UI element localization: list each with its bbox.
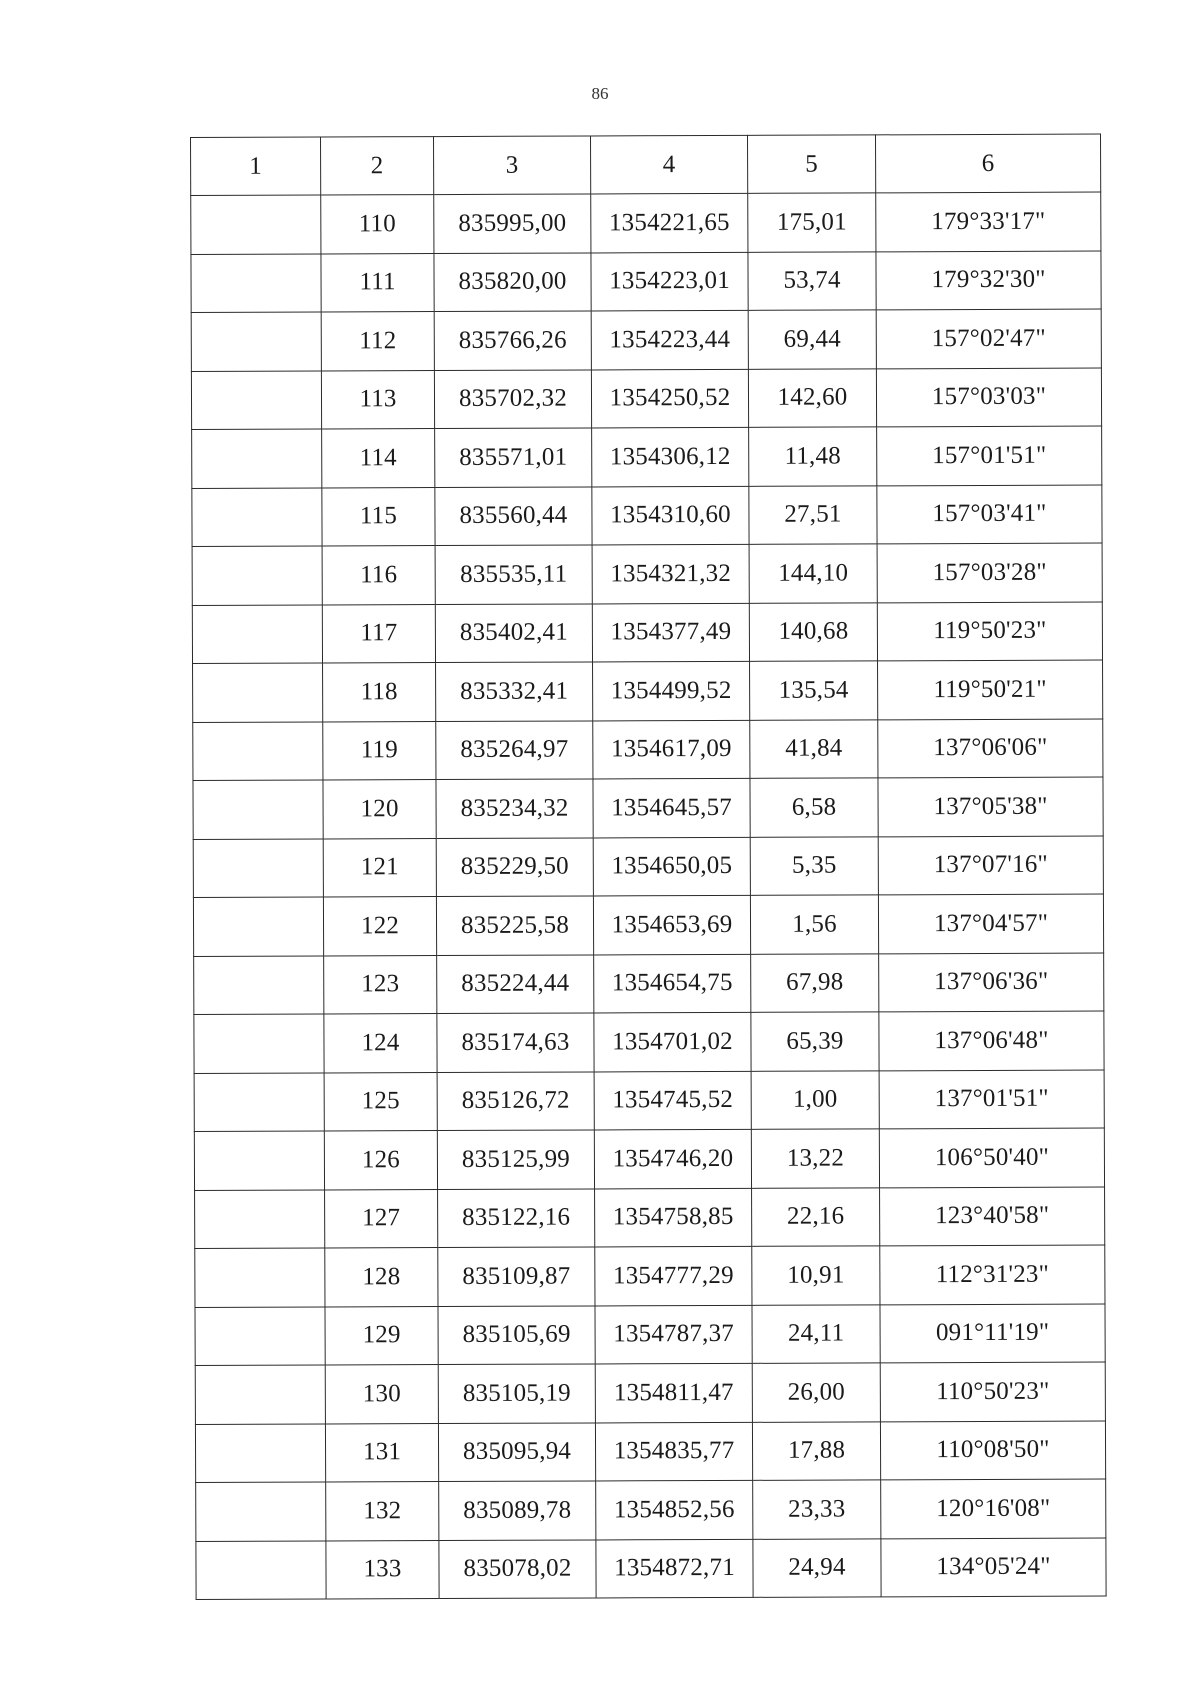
- zone-cell: [192, 604, 322, 663]
- zone-cell: [195, 1423, 325, 1482]
- point-number-cell: 131: [325, 1423, 438, 1482]
- y-coordinate-cell: 1354306,12: [592, 427, 749, 486]
- bearing-cell: 123°40'58": [880, 1186, 1105, 1245]
- x-coordinate-cell: 835535,11: [435, 545, 592, 604]
- bearing-cell: 112°31'23": [880, 1245, 1105, 1304]
- distance-cell: 135,54: [750, 661, 878, 720]
- distance-cell: 27,51: [749, 485, 877, 544]
- bearing-cell: 137°06'36": [879, 952, 1104, 1011]
- table-row: [191, 309, 1101, 371]
- point-number-cell: 128: [325, 1248, 438, 1307]
- distance-cell: 24,11: [752, 1304, 880, 1363]
- table-row: [192, 485, 1102, 547]
- y-coordinate-cell: 1354499,52: [593, 661, 750, 720]
- table-row: [193, 718, 1103, 780]
- distance-cell: 69,44: [748, 310, 876, 369]
- distance-cell: 17,88: [752, 1421, 880, 1480]
- column-header-4: 4: [590, 135, 747, 194]
- bearing-cell: 137°04'57": [878, 894, 1103, 953]
- distance-cell: 6,58: [750, 778, 878, 837]
- zone-cell: [195, 1306, 325, 1365]
- distance-cell: 11,48: [749, 427, 877, 486]
- bearing-cell: 134°05'24": [881, 1537, 1106, 1596]
- table-row: [191, 251, 1101, 313]
- column-header-5: 5: [747, 135, 875, 193]
- table-row: [192, 602, 1102, 664]
- distance-cell: 26,00: [752, 1363, 880, 1422]
- x-coordinate-cell: 835766,26: [434, 311, 591, 370]
- distance-cell: 142,60: [748, 368, 876, 427]
- point-number-cell: 115: [322, 487, 435, 546]
- x-coordinate-cell: 835702,32: [434, 369, 591, 428]
- header-row: [191, 134, 1101, 195]
- x-coordinate-cell: 835820,00: [434, 252, 591, 311]
- distance-cell: 41,84: [750, 719, 878, 778]
- y-coordinate-cell: 1354321,32: [592, 544, 749, 603]
- zone-cell: [195, 1248, 325, 1307]
- x-coordinate-cell: 835229,50: [436, 837, 593, 896]
- distance-cell: 5,35: [750, 836, 878, 895]
- x-coordinate-cell: 835332,41: [436, 662, 593, 721]
- y-coordinate-cell: 1354745,52: [594, 1071, 751, 1130]
- column-header-2: 2: [321, 137, 434, 195]
- table-header: [191, 134, 1101, 195]
- column-header-3: 3: [434, 136, 591, 195]
- x-coordinate-cell: 835560,44: [435, 486, 592, 545]
- distance-cell: 24,94: [753, 1538, 881, 1597]
- zone-cell: [191, 312, 321, 371]
- column-header-1: 1: [191, 137, 321, 195]
- point-number-cell: 125: [324, 1072, 437, 1131]
- bearing-cell: 110°08'50": [880, 1420, 1105, 1479]
- distance-cell: 1,56: [750, 895, 878, 954]
- x-coordinate-cell: 835095,94: [438, 1422, 595, 1481]
- table-row: [195, 1186, 1105, 1248]
- table-row: [193, 777, 1103, 839]
- point-number-cell: 121: [323, 838, 436, 897]
- x-coordinate-cell: 835264,97: [436, 720, 593, 779]
- coordinates-table: [190, 134, 1107, 1600]
- table-body: [191, 192, 1106, 1599]
- table-row: [193, 660, 1103, 722]
- bearing-cell: 110°50'23": [880, 1362, 1105, 1421]
- y-coordinate-cell: 1354787,37: [595, 1305, 752, 1364]
- zone-cell: [192, 487, 322, 546]
- x-coordinate-cell: 835225,58: [436, 896, 593, 955]
- page-number: 86: [591, 84, 609, 103]
- point-number-cell: 118: [323, 663, 436, 722]
- bearing-cell: 119°50'23": [877, 602, 1102, 661]
- y-coordinate-cell: 1354653,69: [593, 895, 750, 954]
- table-row: [195, 1245, 1105, 1307]
- point-number-cell: 132: [326, 1482, 439, 1541]
- bearing-cell: 179°33'17": [876, 192, 1101, 251]
- y-coordinate-cell: 1354617,09: [593, 720, 750, 779]
- zone-cell: [192, 546, 322, 605]
- y-coordinate-cell: 1354811,47: [595, 1363, 752, 1422]
- distance-cell: 67,98: [751, 953, 879, 1012]
- table-row: [196, 1479, 1106, 1541]
- bearing-cell: 157°01'51": [877, 426, 1102, 485]
- distance-cell: 140,68: [749, 602, 877, 661]
- x-coordinate-cell: 835078,02: [439, 1539, 596, 1598]
- bearing-cell: 137°05'38": [878, 777, 1103, 836]
- x-coordinate-cell: 835126,72: [437, 1071, 594, 1130]
- x-coordinate-cell: 835234,32: [436, 779, 593, 838]
- x-coordinate-cell: 835105,19: [438, 1364, 595, 1423]
- y-coordinate-cell: 1354221,65: [591, 193, 748, 252]
- bearing-cell: 091°11'19": [880, 1303, 1105, 1362]
- distance-cell: 53,74: [748, 251, 876, 310]
- zone-cell: [193, 721, 323, 780]
- point-number-cell: 133: [326, 1540, 439, 1599]
- y-coordinate-cell: 1354835,77: [595, 1422, 752, 1481]
- point-number-cell: 126: [324, 1131, 437, 1190]
- bearing-cell: 137°01'51": [879, 1069, 1104, 1128]
- y-coordinate-cell: 1354223,44: [591, 310, 748, 369]
- zone-cell: [191, 253, 321, 312]
- bearing-cell: 157°03'03": [876, 368, 1101, 427]
- bearing-cell: 106°50'40": [879, 1128, 1104, 1187]
- bearing-cell: 137°06'48": [879, 1011, 1104, 1070]
- bearing-cell: 137°06'06": [878, 718, 1103, 777]
- zone-cell: [195, 1189, 325, 1248]
- table-row: [194, 1069, 1104, 1131]
- y-coordinate-cell: 1354852,56: [596, 1480, 753, 1539]
- y-coordinate-cell: 1354645,57: [593, 778, 750, 837]
- zone-cell: [196, 1482, 326, 1541]
- bearing-cell: 157°02'47": [876, 309, 1101, 368]
- table-row: [193, 835, 1103, 897]
- table-row: [193, 894, 1103, 956]
- x-coordinate-cell: 835089,78: [439, 1481, 596, 1540]
- zone-cell: [194, 955, 324, 1014]
- x-coordinate-cell: 835105,69: [438, 1305, 595, 1364]
- point-number-cell: 117: [322, 604, 435, 663]
- y-coordinate-cell: 1354650,05: [593, 837, 750, 896]
- x-coordinate-cell: 835571,01: [435, 428, 592, 487]
- y-coordinate-cell: 1354701,02: [594, 1012, 751, 1071]
- distance-cell: 144,10: [749, 544, 877, 603]
- x-coordinate-cell: 835174,63: [437, 1013, 594, 1072]
- zone-cell: [195, 1365, 325, 1424]
- point-number-cell: 112: [321, 312, 434, 371]
- y-coordinate-cell: 1354872,71: [596, 1539, 753, 1598]
- distance-cell: 10,91: [752, 1246, 880, 1305]
- table-row: [192, 426, 1102, 488]
- zone-cell: [191, 370, 321, 429]
- table-row: [191, 368, 1101, 430]
- x-coordinate-cell: 835402,41: [435, 603, 592, 662]
- zone-cell: [193, 897, 323, 956]
- table-row: [195, 1362, 1105, 1424]
- table-row: [195, 1420, 1105, 1482]
- point-number-cell: 111: [321, 253, 434, 312]
- y-coordinate-cell: 1354310,60: [592, 486, 749, 545]
- point-number-cell: 130: [325, 1365, 438, 1424]
- y-coordinate-cell: 1354223,01: [591, 252, 748, 311]
- distance-cell: 23,33: [753, 1480, 881, 1539]
- table-row: [195, 1303, 1105, 1365]
- y-coordinate-cell: 1354758,85: [595, 1188, 752, 1247]
- zone-cell: [193, 663, 323, 722]
- y-coordinate-cell: 1354746,20: [594, 1129, 751, 1188]
- point-number-cell: 116: [322, 546, 435, 605]
- zone-cell: [193, 838, 323, 897]
- y-coordinate-cell: 1354654,75: [594, 954, 751, 1013]
- point-number-cell: 129: [325, 1306, 438, 1365]
- zone-cell: [192, 429, 322, 488]
- point-number-cell: 110: [321, 195, 434, 254]
- bearing-cell: 119°50'21": [878, 660, 1103, 719]
- bearing-cell: 120°16'08": [881, 1479, 1106, 1538]
- point-number-cell: 120: [323, 780, 436, 839]
- table-row: [192, 543, 1102, 605]
- distance-cell: 22,16: [752, 1187, 880, 1246]
- point-number-cell: 123: [324, 955, 437, 1014]
- distance-cell: 13,22: [751, 1129, 879, 1188]
- point-number-cell: 119: [323, 721, 436, 780]
- table-row: [194, 952, 1104, 1014]
- zone-cell: [194, 1072, 324, 1131]
- x-coordinate-cell: 835109,87: [438, 1247, 595, 1306]
- x-coordinate-cell: 835995,00: [434, 194, 591, 253]
- y-coordinate-cell: 1354377,49: [592, 603, 749, 662]
- point-number-cell: 124: [324, 1014, 437, 1073]
- distance-cell: 175,01: [748, 193, 876, 252]
- x-coordinate-cell: 835125,99: [437, 1130, 594, 1189]
- point-number-cell: 127: [325, 1189, 438, 1248]
- zone-cell: [191, 195, 321, 254]
- bearing-cell: 157°03'41": [877, 485, 1102, 544]
- distance-cell: 65,39: [751, 1012, 879, 1071]
- zone-cell: [193, 780, 323, 839]
- bearing-cell: 179°32'30": [876, 251, 1101, 310]
- zone-cell: [196, 1540, 326, 1599]
- point-number-cell: 122: [323, 897, 436, 956]
- distance-cell: 1,00: [751, 1070, 879, 1129]
- x-coordinate-cell: 835122,16: [438, 1188, 595, 1247]
- bearing-cell: 157°03'28": [877, 543, 1102, 602]
- x-coordinate-cell: 835224,44: [437, 954, 594, 1013]
- y-coordinate-cell: 1354250,52: [591, 369, 748, 428]
- zone-cell: [194, 1131, 324, 1190]
- column-header-6: 6: [875, 134, 1100, 193]
- y-coordinate-cell: 1354777,29: [595, 1246, 752, 1305]
- table-row: [194, 1128, 1104, 1190]
- bearing-cell: 137°07'16": [878, 835, 1103, 894]
- table-row: [196, 1537, 1106, 1599]
- table-row: [194, 1011, 1104, 1073]
- point-number-cell: 114: [322, 429, 435, 488]
- table-row: [191, 192, 1101, 254]
- zone-cell: [194, 1014, 324, 1073]
- point-number-cell: 113: [321, 370, 434, 429]
